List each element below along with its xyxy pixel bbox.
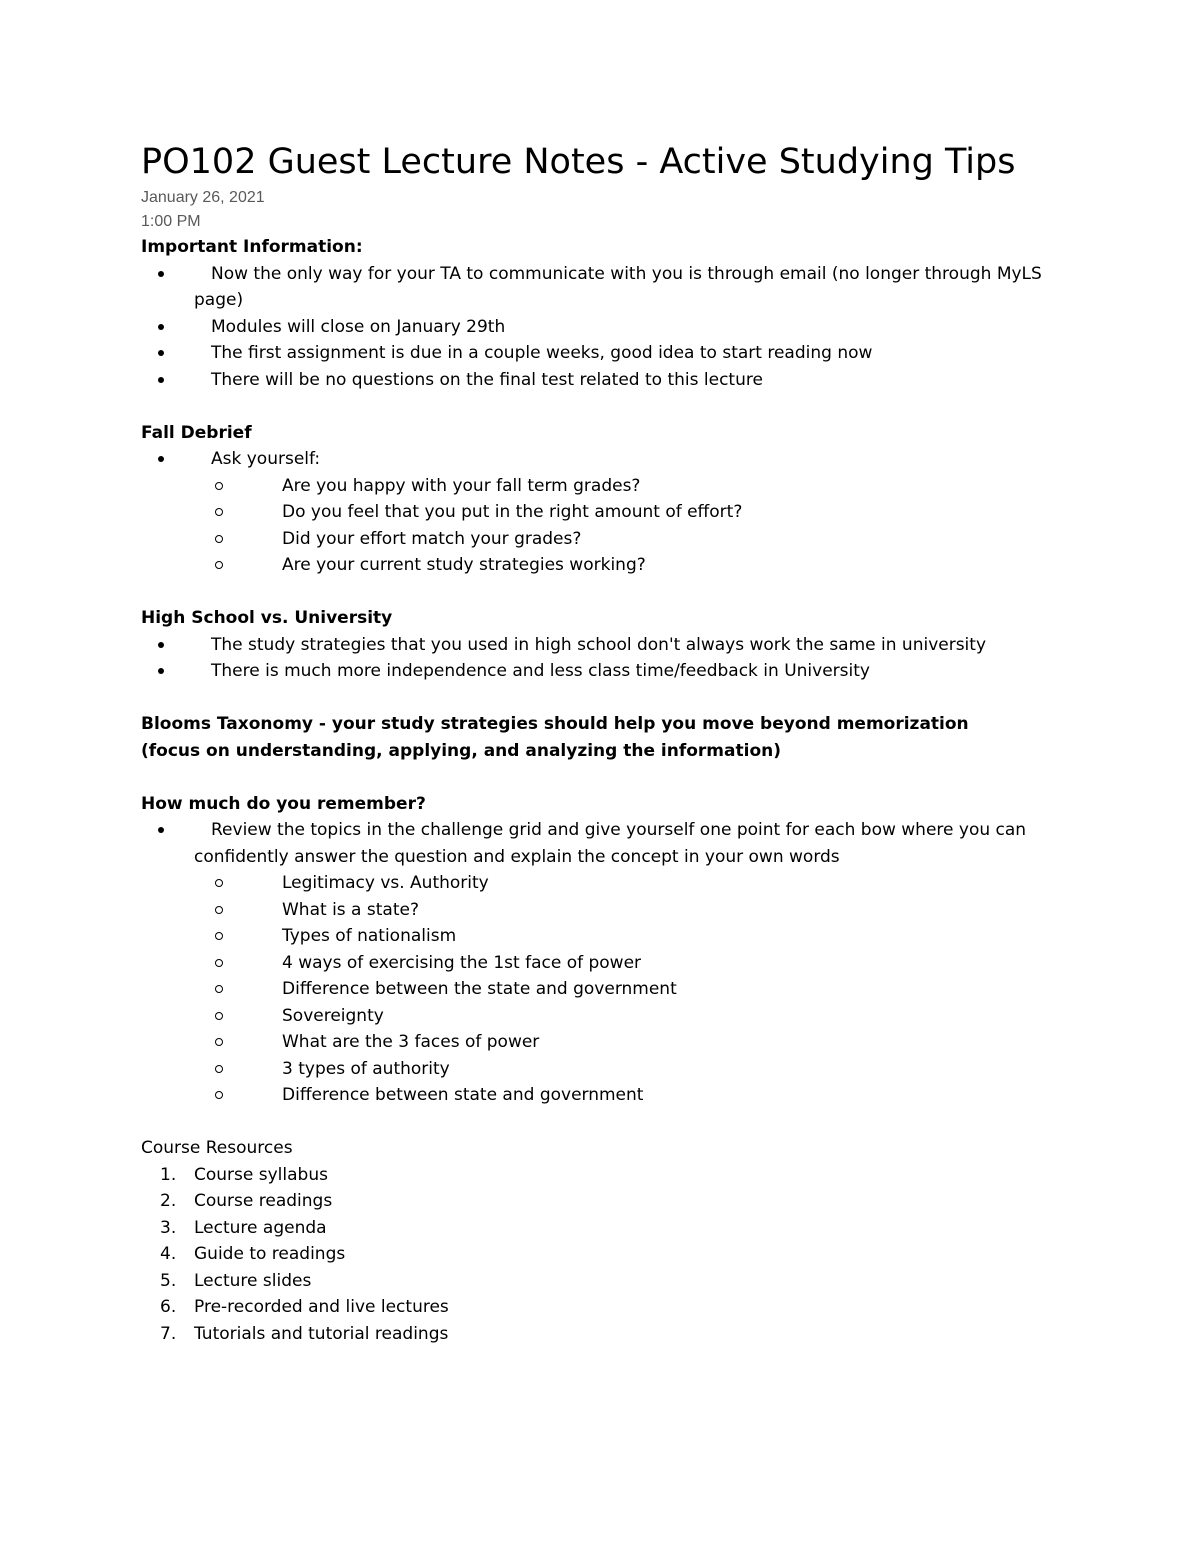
resources-list: [141, 1162, 1061, 1348]
list-item: 6. Pre-recorded and live lectures: [141, 1294, 1061, 1321]
list-item: Do you feel that you put in the right amount of effort?: [141, 499, 1061, 526]
list-item: There is much more independence and less class time/feedback in University: [141, 658, 1061, 685]
bullet-icon: [158, 271, 164, 277]
spacer: [141, 579, 1061, 606]
bullet-icon: [158, 642, 164, 648]
spacer: [141, 1109, 1061, 1136]
list-number: 3.: [160, 1217, 177, 1238]
list-item: Difference between state and government: [141, 1082, 1061, 1109]
bullet-icon: [158, 456, 164, 462]
list-item: 4. Guide to readings: [141, 1241, 1061, 1268]
fall-debrief-sublist: [141, 473, 1061, 579]
list-item: Are you happy with your fall term grades?: [141, 473, 1061, 500]
bullet-icon: [158, 377, 164, 383]
list-number: 2.: [160, 1191, 177, 1211]
important-list: [141, 261, 1061, 394]
list-item: 4 ways of exercising the 1st face of power: [141, 950, 1061, 977]
list-number: 6.: [160, 1297, 177, 1317]
list-item: There will be no questions on the final test related to this lecture: [141, 367, 1061, 394]
list-item: 1. Course syllabus: [141, 1162, 1061, 1189]
list-item: Sovereignty: [141, 1003, 1061, 1030]
resources-heading: Course Resources: [141, 1138, 293, 1158]
list-number: 4.: [160, 1244, 177, 1264]
list-item: The study strategies that you used in high school don't always work the same in university: [141, 632, 1061, 659]
list-item: 3 types of authority: [141, 1056, 1061, 1083]
circle-bullet-icon: [215, 1091, 223, 1099]
highschool-heading: High School vs. University: [141, 608, 393, 628]
list-number: 1.: [160, 1164, 177, 1185]
list-item: The first assignment is due in a couple weeks, good idea to start reading now: [141, 340, 1061, 367]
spacer: [141, 393, 1061, 420]
list-item: What is a state?: [141, 897, 1061, 924]
blooms-heading: Blooms Taxonomy - your study strategies should help you move beyond memorization (focus on understanding, applying, and analyzing the information): [141, 714, 969, 761]
bullet-icon: [158, 668, 164, 674]
list-number: 7.: [160, 1323, 177, 1344]
highschool-list: [141, 632, 1061, 685]
list-number: 5.: [160, 1270, 177, 1291]
list-item: What are the 3 faces of power: [141, 1029, 1061, 1056]
remember-heading: How much do you remember?: [141, 793, 426, 814]
circle-bullet-icon: [215, 959, 223, 967]
list-item: 7. Tutorials and tutorial readings: [141, 1321, 1061, 1348]
circle-bullet-icon: [215, 1065, 223, 1073]
circle-bullet-icon: [215, 879, 223, 887]
circle-bullet-icon: [215, 535, 223, 543]
circle-bullet-icon: [215, 932, 223, 940]
list-item: 2. Course readings: [141, 1188, 1061, 1215]
note-time: 1:00 PM: [141, 213, 201, 230]
note-date: January 26, 2021: [141, 189, 265, 206]
list-item: Legitimacy vs. Authority: [141, 870, 1061, 897]
spacer: [141, 764, 1061, 791]
page-title: PO102 Guest Lecture Notes - Active Studying Tips: [141, 142, 1016, 182]
remember-sublist: [141, 870, 1061, 1109]
circle-bullet-icon: [215, 906, 223, 914]
circle-bullet-icon: [215, 1012, 223, 1020]
spacer: [141, 685, 1061, 712]
bullet-icon: [158, 350, 164, 356]
circle-bullet-icon: [215, 1038, 223, 1046]
list-item: 5. Lecture slides: [141, 1268, 1061, 1295]
circle-bullet-icon: [215, 561, 223, 569]
list-item: Now the only way for your TA to communicate with you is through email (no longer through MyLS page): [141, 261, 1061, 314]
circle-bullet-icon: [215, 482, 223, 490]
document-page: [141, 140, 1061, 1347]
fall-debrief-heading: Fall Debrief: [141, 422, 252, 443]
bullet-icon: [158, 324, 164, 330]
list-item: 3. Lecture agenda: [141, 1215, 1061, 1242]
list-item: Types of nationalism: [141, 923, 1061, 950]
circle-bullet-icon: [215, 985, 223, 993]
bullet-icon: [158, 827, 164, 833]
list-item: Did your effort match your grades?: [141, 526, 1061, 553]
list-item: Review the topics in the challenge grid and give yourself one point for each bow where you can confidently answer the question and explain the concept in your own words: [141, 817, 1061, 870]
list-item: Modules will close on January 29th: [141, 314, 1061, 341]
circle-bullet-icon: [215, 508, 223, 516]
list-item: Are your current study strategies working?: [141, 552, 1061, 579]
remember-list: [141, 817, 1061, 870]
list-item: Ask yourself:: [141, 446, 1061, 473]
fall-debrief-list: [141, 446, 1061, 473]
list-item: Difference between the state and government: [141, 976, 1061, 1003]
important-heading: Important Information:: [141, 237, 363, 257]
